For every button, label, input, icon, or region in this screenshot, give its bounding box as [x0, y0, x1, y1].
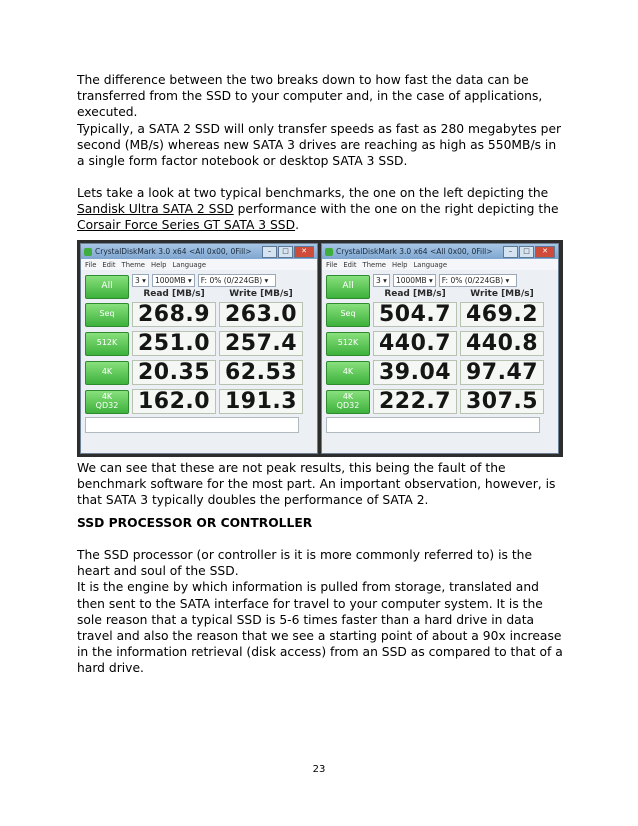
4k-qd32-button[interactable]: 4K QD32: [326, 390, 370, 414]
512k-button[interactable]: 512K: [85, 332, 129, 356]
write-header: Write [MB/s]: [229, 289, 293, 299]
observation-block: [77, 460, 567, 509]
page-number: 23: [312, 764, 326, 775]
close-icon[interactable]: ✕: [294, 246, 314, 258]
comment-box[interactable]: [326, 417, 540, 433]
maximize-icon[interactable]: □: [519, 246, 534, 258]
count-select[interactable]: 3 ▾: [373, 274, 390, 287]
menubar: [81, 259, 317, 270]
paragraph-engine: It is the engine by which information is pulled from storage, translated and then sent to the SATA interface for travel to your computer system. It is the sole reason that a typical SSD is 5-6 times faster than a hard drive in data travel and also the reason that we see a starting point of about a 90x increase in the information retrieval (disk access) from an SSD as compared to that of a hard drive.: [77, 580, 563, 676]
paragraph-observation: We can see that these are not peak results, this being the fault of the benchmark software for the most part. An important observation, however, is that SATA 3 typically doubles the performance of SATA 2.: [77, 461, 556, 508]
read-value: 162.0: [132, 389, 216, 414]
write-value: 191.3: [219, 389, 303, 414]
result-row-4k-qd32: [326, 388, 554, 415]
4k-button[interactable]: 4K: [85, 361, 129, 385]
menu-language[interactable]: Language: [172, 260, 207, 269]
maximize-icon[interactable]: □: [278, 246, 293, 258]
size-value: 1000MB: [154, 276, 186, 285]
menu-file[interactable]: File: [326, 260, 338, 269]
drive-value: F: 0% (0/224GB): [441, 276, 504, 285]
all-button[interactable]: All: [326, 275, 370, 299]
size-select[interactable]: 1000MB ▾: [152, 274, 195, 287]
menu-language[interactable]: Language: [413, 260, 448, 269]
benchmark-screenshots: [77, 240, 563, 457]
benchmarks-text-a: Lets take a look at two typical benchmarks, the one on the left depicting the: [77, 186, 549, 200]
minimize-icon[interactable]: –: [503, 246, 518, 258]
size-value: 1000MB: [395, 276, 427, 285]
drive-select[interactable]: F: 0% (0/224GB) ▾: [198, 274, 276, 287]
section-heading: SSD PROCESSOR OR CONTROLLER: [77, 516, 313, 530]
benchmark-body: [322, 270, 558, 436]
minimize-icon[interactable]: –: [262, 246, 277, 258]
menu-edit[interactable]: Edit: [343, 260, 357, 269]
corsair-link[interactable]: Corsair Force Series GT SATA 3 SSD: [77, 218, 296, 233]
read-value: 20.35: [132, 360, 216, 385]
paragraph-difference: The difference between the two breaks down to how fast the data can be transferred from the SSD to your computer and, in the case of applications, executed.: [77, 73, 543, 120]
menu-edit[interactable]: Edit: [102, 260, 116, 269]
result-row-seq: [85, 301, 313, 328]
4k-qd32-button[interactable]: 4K QD32: [85, 390, 129, 414]
window-title: CrystalDiskMark 3.0 x64 <All 0x00, 0Fill>: [95, 247, 252, 256]
result-row-4k-qd32: [85, 388, 313, 415]
window-titlebar: [322, 244, 558, 259]
seq-button[interactable]: Seq: [326, 303, 370, 327]
write-value: 62.53: [219, 360, 303, 385]
write-value: 307.5: [460, 389, 544, 414]
crystaldiskmark-window-right: [321, 243, 559, 454]
seq-button[interactable]: Seq: [85, 303, 129, 327]
count-value: 3: [376, 276, 381, 285]
all-button[interactable]: All: [85, 275, 129, 299]
menubar: [322, 259, 558, 270]
write-value: 440.8: [460, 331, 544, 356]
menu-help[interactable]: Help: [392, 260, 408, 269]
menu-theme[interactable]: Theme: [121, 260, 145, 269]
window-titlebar: [81, 244, 317, 259]
read-header: Read [MB/s]: [384, 289, 446, 299]
result-row-4k: [326, 359, 554, 386]
controller-block: [77, 547, 567, 677]
paragraph-heart: The SSD processor (or controller is it is more commonly referred to) is the heart and soul of the SSD.: [77, 548, 533, 579]
count-value: 3: [135, 276, 140, 285]
read-value: 39.04: [373, 360, 457, 385]
drive-select[interactable]: F: 0% (0/224GB) ▾: [439, 274, 517, 287]
sandisk-link[interactable]: Sandisk Ultra SATA 2 SSD: [77, 202, 234, 217]
result-row-seq: [326, 301, 554, 328]
write-value: 257.4: [219, 331, 303, 356]
benchmarks-text-c: .: [295, 218, 300, 233]
drive-value: F: 0% (0/224GB): [200, 276, 263, 285]
app-icon: [84, 248, 92, 256]
window-title: CrystalDiskMark 3.0 x64 <All 0x00, 0Fill>: [336, 247, 493, 256]
result-row-4k: [85, 359, 313, 386]
4k-button[interactable]: 4K: [326, 361, 370, 385]
size-select[interactable]: 1000MB ▾: [393, 274, 436, 287]
menu-theme[interactable]: Theme: [362, 260, 386, 269]
read-value: 222.7: [373, 389, 457, 414]
read-value: 268.9: [132, 302, 216, 327]
read-value: 251.0: [132, 331, 216, 356]
read-value: 440.7: [373, 331, 457, 356]
read-header: Read [MB/s]: [143, 289, 205, 299]
menu-help[interactable]: Help: [151, 260, 167, 269]
read-value: 504.7: [373, 302, 457, 327]
menu-file[interactable]: File: [85, 260, 97, 269]
512k-button[interactable]: 512K: [326, 332, 370, 356]
crystaldiskmark-window-left: [80, 243, 318, 454]
write-value: 469.2: [460, 302, 544, 327]
close-icon[interactable]: ✕: [535, 246, 555, 258]
benchmarks-text-b: performance with the one on the right depicting the: [233, 202, 559, 217]
result-row-512k: [326, 330, 554, 357]
result-row-512k: [85, 330, 313, 357]
count-select[interactable]: 3 ▾: [132, 274, 149, 287]
benchmark-body: [81, 270, 317, 436]
intro-block: [77, 72, 567, 169]
app-icon: [325, 248, 333, 256]
write-header: Write [MB/s]: [470, 289, 534, 299]
write-value: 263.0: [219, 302, 303, 327]
benchmark-intro: [77, 185, 567, 234]
paragraph-typically: Typically, a SATA 2 SSD will only transfer speeds as fast as 280 megabytes per second (MB/s) whereas new SATA 3 drives are reaching as high as 550MB/s in a single form factor notebook or desktop SATA 3 SSD.: [77, 121, 562, 169]
write-value: 97.47: [460, 360, 544, 385]
paragraph-benchmarks: [77, 185, 567, 234]
comment-box[interactable]: [85, 417, 299, 433]
